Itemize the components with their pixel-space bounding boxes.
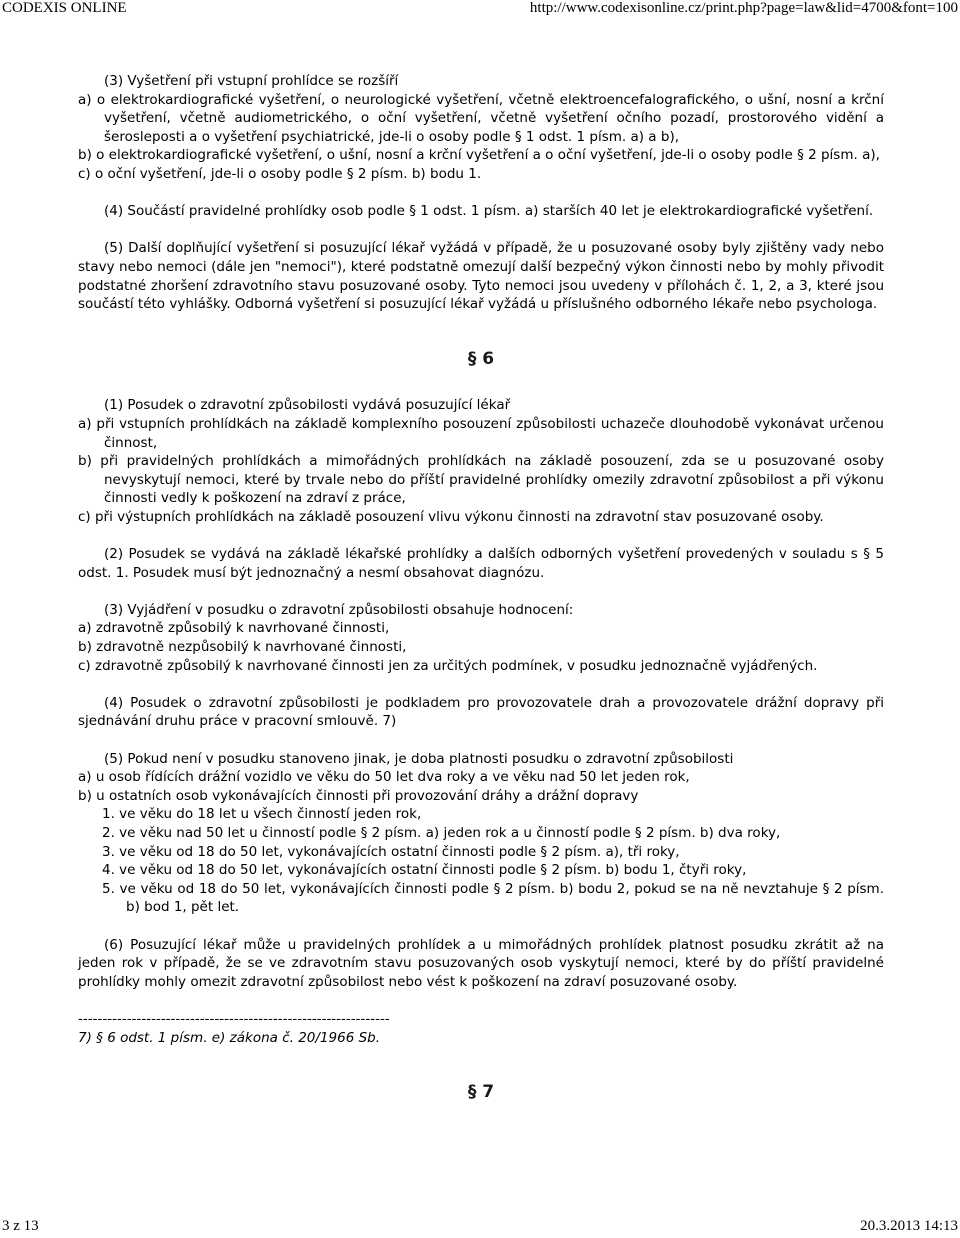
print-timestamp: 20.3.2013 14:13 bbox=[860, 1218, 958, 1234]
list-item: a) u osob řídících drážní vozidlo ve věku do 50 let dva roky a ve věku nad 50 let jeden rok, bbox=[78, 769, 690, 786]
list-item: b) zdravotně nezpůsobilý k navrhované činnosti, bbox=[78, 639, 407, 656]
paragraph-5-3 bbox=[78, 72, 884, 184]
list-item: 3. ve věku od 18 do 50 let, vykonávajících ostatní činnosti podle § 2 písm. a), tři roky, bbox=[102, 843, 680, 860]
list-item: c) zdravotně způsobilý k navrhované činnosti jen za určitých podmínek, v posudku jednoznačně vyjádřených. bbox=[78, 657, 818, 674]
site-title: CODEXIS ONLINE bbox=[2, 0, 127, 16]
paragraph-intro: (3) Vyšetření při vstupní prohlídce se rozšíří bbox=[104, 73, 399, 89]
list-item: 1. ve věku do 18 let u všech činností jeden rok, bbox=[102, 806, 422, 823]
paragraph-5-5: (5) Další doplňující vyšetření si posuzující lékař vyžádá v případě, že u posuzované osoby byly zjištěny vady nebo stavy nebo nemoci (dále jen "nemoci"), které podstatně omezují další bezpečný výkon činnosti nebo by mohly přivodit podstatné zhoršení zdravotního stavu posuzované osoby. Tyto nemoci jsou uvedeny v přílohách č. 1, 2, a 3, které jsou součástí této vyhlášky. Odborná vyšetření si posuzující lékař vyžádá u příslušného odborného lékaře nebo psychologa. bbox=[78, 240, 884, 313]
footnote-separator: ---------------------------------------------------------------- bbox=[78, 1010, 390, 1027]
paragraph-6-6: (6) Posuzující lékař může u pravidelných prohlídek a u mimořádných prohlídek platnost posudku zkrátit až na jeden rok v případě, že se ve zdravotním stavu posuzovaných osob vyskytují nemoci, které by do příští pravidelné prohlídky mohly omezit zdravotní způsobilost nebo vést k poškození na zdraví posuzované osoby. bbox=[78, 936, 884, 990]
list-item: c) o oční vyšetření, jde-li o osoby podle § 2 písm. b) bodu 1. bbox=[78, 165, 482, 182]
paragraph-6-3 bbox=[78, 601, 884, 675]
print-footer bbox=[0, 1218, 960, 1238]
list-item: c) při výstupních prohlídkách na základě posouzení vlivu výkonu činnosti na zdravotní stav posuzované osoby. bbox=[78, 508, 824, 525]
footnote: 7) § 6 odst. 1 písm. e) zákona č. 20/1966 Sb. bbox=[78, 1029, 381, 1046]
paragraph-6-4: (4) Posudek o zdravotní způsobilosti je podkladem pro provozovatele drah a provozovatele drážní dopravy při sjednávání druhu práce v pracovní smlouvě. 7) bbox=[78, 694, 884, 730]
list-item: 2. ve věku nad 50 let u činností podle § 2 písm. a) jeden rok a u činností podle § 2 písm. b) dva roky, bbox=[102, 824, 781, 841]
page-counter: 3 z 13 bbox=[2, 1218, 39, 1234]
list-item: b) u ostatních osob vykonávajících činnosti při provozování dráhy a drážní dopravy bbox=[78, 787, 639, 804]
list-item: 4. ve věku od 18 do 50 let, vykonávajících ostatní činnosti podle § 2 písm. b) bodu 1, čtyři roky, bbox=[102, 862, 747, 879]
list-item: a) při vstupních prohlídkách na základě komplexního posouzení způsobilosti uchazeče dlouhodobě vykonávat určenou činnost, bbox=[78, 415, 884, 451]
print-header bbox=[0, 0, 960, 20]
section-heading-7: § 7 bbox=[467, 1082, 495, 1103]
section-heading-6: § 6 bbox=[467, 348, 495, 369]
list-item: b) o elektrokardiografické vyšetření, o ušní, nosní a krční vyšetření a o oční vyšetření, jde-li o osoby podle § 2 písm. a), bbox=[78, 147, 880, 164]
paragraph-intro: (5) Pokud není v posudku stanoveno jinak, je doba platnosti posudku o zdravotní způsobilosti bbox=[104, 750, 734, 767]
list-item: 5. ve věku od 18 do 50 let, vykonávajících činnosti podle § 2 písm. b) bodu 2, pokud se na ně nevztahuje § 2 písm. b) bod 1, pět let. bbox=[102, 880, 884, 916]
list-item: a) zdravotně způsobilý k navrhované činnosti, bbox=[78, 620, 390, 637]
paragraph-6-1 bbox=[78, 396, 884, 526]
document-body bbox=[78, 72, 884, 1130]
page-url: http://www.codexisonline.cz/print.php?page=law&lid=4700&font=100 bbox=[529, 0, 958, 16]
list-item: a) o elektrokardiografické vyšetření, o neurologické vyšetření, včetně elektroencefalografického, o ušní, nosní a krční vyšetření, včetně audiometrického, o oční vyšetření, včetně vyšetření očního pozadí, prostorového vidění a šerosleposti a o vyšetření psychiatrické, jde-li o osoby podle § 1 odst. 1 písm. a) a b), bbox=[78, 91, 884, 145]
paragraph-intro: (3) Vyjádření v posudku o zdravotní způsobilosti obsahuje hodnocení: bbox=[104, 601, 574, 618]
list-item: b) při pravidelných prohlídkách a mimořádných prohlídkách na základě posouzení, zda se u posuzované osoby nevyskytují nemoci, které by trvale nebo do příští pravidelné prohlídky omezily zdravotní způsobilost a při výkonu činnosti vedly k poškození na zdraví z práce, bbox=[78, 453, 884, 507]
paragraph-intro: (1) Posudek o zdravotní způsobilosti vydává posuzující lékař bbox=[104, 397, 511, 414]
paragraph-6-5 bbox=[78, 750, 884, 917]
paragraph-6-2: (2) Posudek se vydává na základě lékařské prohlídky a dalších odborných vyšetření provedených v souladu s § 5 odst. 1. Posudek musí být jednoznačný a nesmí obsahovat diagnózu. bbox=[78, 546, 884, 581]
paragraph-5-4: (4) Součástí pravidelné prohlídky osob podle § 1 odst. 1 písm. a) starších 40 let je elektrokardiografické vyšetření. bbox=[104, 203, 874, 220]
